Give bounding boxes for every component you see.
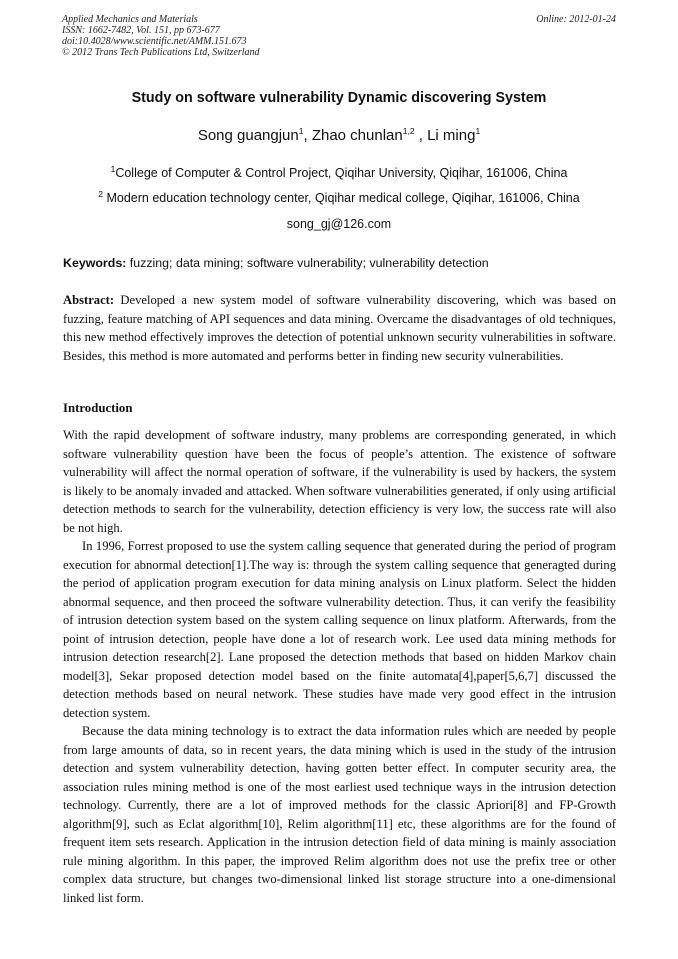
copyright-line: © 2012 Trans Tech Publications Ltd, Switzerland <box>62 47 260 58</box>
paragraph: In 1996, Forrest proposed to use the system calling sequence that generated during the period of program execution for abnormal detection[1].The way is: through the system calling sequence that generagted during the period of application program execution for data mining analysis on Linux platform. Select the hidden abnormal sequence, and then proceed the software vulnerability detection. Thus, it can verify the feasibility of intrusion detection system based on the system calling sequence on linux platform. Afterwards, from the point of intrusion detection, people have done a lot of research work. Lee used data mining methods for intrusion detection research[2]. Lane proposed the detection methods that based on hidden Markov chain model[3], Sekar proposed detection model based on the finite automata[4],paper[5,6,7] discussed the detection methods based on neural network. These studies have made very good effect in the intrusion detection system. <box>63 539 616 720</box>
paragraph: Because the data mining technology is to extract the data information rules which are needed by people from large amounts of data, so in recent years, the data mining which is used in the study of the intrusion detection and system vulnerability detection, having gotten better effect. In computer security area, the association rules mining method is one of the most earliest used technique ways in the intrusion detection technology. Currently, there are a lot of improved methods for the classic Apriori[8] and FP-Growth algorithm[9], such as Eclat algorithm[10], Relim algorithm[11] etc, these algorithms are for the found of frequent item sets research. Application in the intrusion detection field of data mining is mainly association rule mining algorithm. In this paper, the improved Relim algorithm does not use the prefix tree or other complex data structure, but changes two-dimensional linked list storage structure into a one-dimensional linked list form. <box>63 724 616 905</box>
author-name: Li ming <box>427 127 476 144</box>
keywords <box>63 256 616 270</box>
affiliation-mark: 1 <box>110 163 116 174</box>
author-separator: , <box>303 127 312 144</box>
author-affiliation-mark: 1,2 <box>402 126 415 136</box>
author-list <box>40 127 638 144</box>
doi-line: doi:10.4028/www.scientific.net/AMM.151.673 <box>62 36 247 47</box>
journal-name: Applied Mechanics and Materials <box>62 14 198 25</box>
affiliation-text: Modern education technology center, Qiqihar medical college, Qiqihar, 161006, China <box>103 191 580 205</box>
introduction-body <box>63 426 616 907</box>
abstract-label: Abstract: <box>63 293 115 307</box>
issn-line: ISSN: 1662-7482, Vol. 151, pp 673-677 <box>62 25 220 36</box>
affiliation-1 <box>40 163 638 180</box>
affiliation-mark: 2 <box>98 188 104 199</box>
paper-title: Study on software vulnerability Dynamic discovering System <box>131 90 547 106</box>
author-name: Zhao chunlan <box>311 127 403 144</box>
section-heading-introduction: Introduction <box>63 401 133 415</box>
author-affiliation-mark: 1 <box>298 126 304 136</box>
affiliation-text: College of Computer & Control Project, Qiqihar University, Qiqihar, 161006, China <box>115 166 568 180</box>
keywords-text: fuzzing; data mining; software vulnerability; vulnerability detection <box>126 256 489 270</box>
abstract <box>63 291 616 365</box>
affiliation-2 <box>40 188 638 205</box>
abstract-text: Developed a new system model of software vulnerability discovering, which was based on fuzzing, feature matching of API sequences and data mining. Overcame the disadvantages of old techniques, this new method effectively improves the detection of potential unknown security vulnerabilities in software. Besides, this method is more automated and performs better in finding new security vulnerabilities. <box>63 293 616 363</box>
keywords-label: Keywords: <box>63 256 127 270</box>
author-separator: , <box>414 127 428 144</box>
author-affiliation-mark: 1 <box>475 126 481 136</box>
author-email: song_gj@126.com <box>286 217 392 231</box>
journal-header <box>62 14 616 58</box>
author-name: Song guangjun <box>197 127 299 144</box>
paragraph: With the rapid development of software industry, many problems are corresponding generated, in which software vulnerability question have been the focus of people’s attention. The existence of software vulnerability will affect the normal operation of software, if the vulnerability is used by hackers, the system is likely to be anomaly invaded and attacked. When software vulnerabilities generated, if only using artificial detection methods to search for the vulnerability, detection efficiency is very low, the success rate will also be not high. <box>63 428 616 535</box>
online-date: Online: 2012-01-24 <box>536 14 616 25</box>
